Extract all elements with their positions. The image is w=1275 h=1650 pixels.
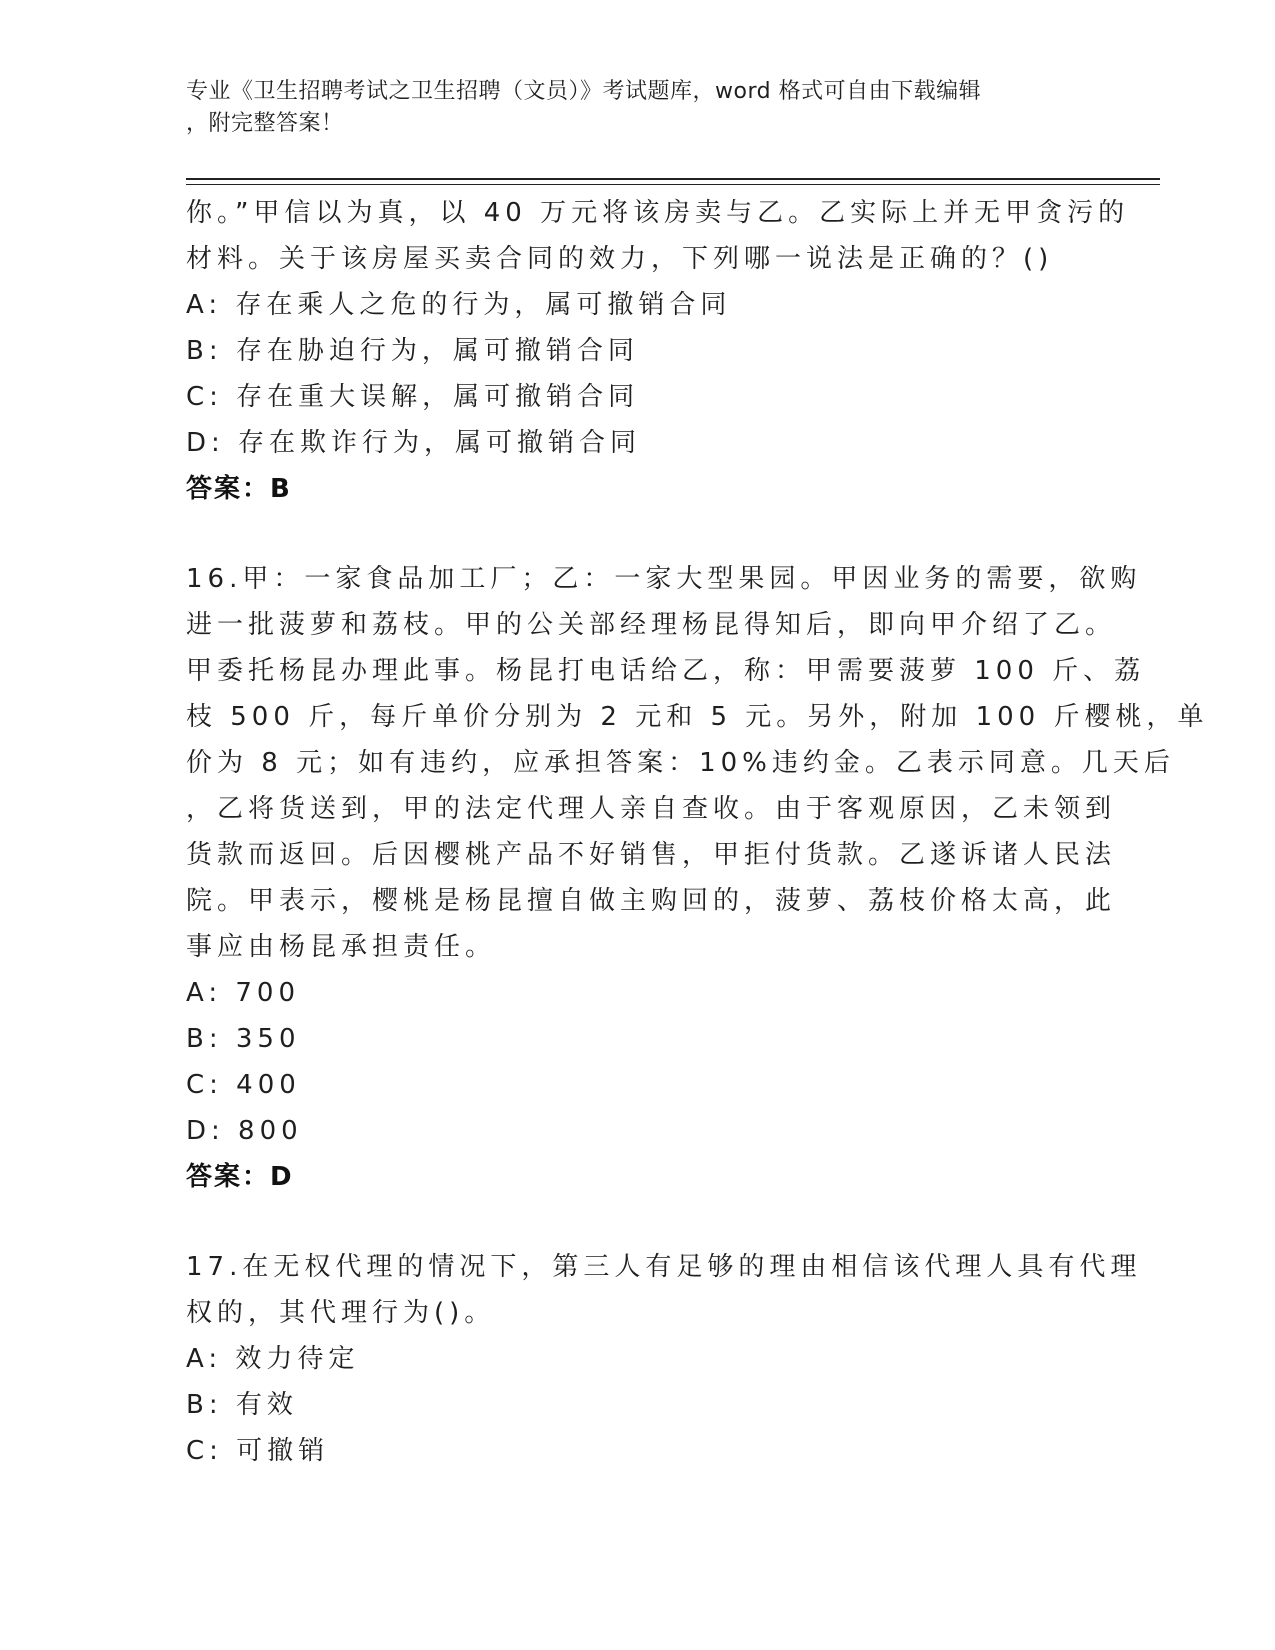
header-line-1: 专业《卫生招聘考试之卫生招聘（文员）》考试题库，word 格式可自由下载编辑 — [186, 79, 982, 104]
question-stem-line: 货款而返回。后因樱桃产品不好销售，甲拒付货款。乙遂诉诸人民法 — [186, 840, 1117, 870]
question-stem-line: 院。甲表示，樱桃是杨昆擅自做主购回的，菠萝、荔枝价格太高，此 — [186, 886, 1117, 916]
option-d: D: 存在欺诈行为，属可撤销合同 — [186, 428, 642, 458]
option-c: C: 存在重大误解，属可撤销合同 — [186, 382, 640, 412]
header-rule-thin — [186, 184, 1160, 185]
option-c: C: 可撤销 — [186, 1436, 330, 1466]
question-stem-line: 你。”甲信以为真，以 40 万元将该房卖与乙。乙实际上并无甲贪污的 — [186, 198, 1130, 228]
question-stem-line: 17.在无权代理的情况下，第三人有足够的理由相信该代理人具有代理 — [186, 1252, 1142, 1282]
question-stem-line: 权的，其代理行为()。 — [186, 1298, 496, 1328]
option-a: A: 存在乘人之危的行为，属可撤销合同 — [186, 290, 732, 320]
question-stem-line: 进一批菠萝和荔枝。甲的公关部经理杨昆得知后，即向甲介绍了乙。 — [186, 610, 1117, 640]
question-17 — [186, 1244, 1142, 1474]
question-16 — [186, 556, 1209, 1200]
spacer — [186, 1200, 1086, 1244]
option-b: B: 有效 — [186, 1390, 298, 1420]
question-stem-line: 价为 8 元；如有违约，应承担答案：10%违约金。乙表示同意。几天后 — [186, 748, 1175, 778]
question-stem-line: 事应由杨昆承担责任。 — [186, 932, 497, 962]
header-line-2: ，附完整答案！ — [186, 111, 344, 136]
option-d: D: 800 — [186, 1116, 303, 1146]
question-stem-line: ，乙将货送到，甲的法定代理人亲自查收。由于客观原因，乙未领到 — [186, 794, 1117, 824]
document-header — [186, 76, 1086, 140]
spacer — [186, 512, 1086, 556]
question-stem-line: 16.甲：一家食品加工厂；乙：一家大型果园。甲因业务的需要，欲购 — [186, 564, 1142, 594]
question-stem-line: 甲委托杨昆办理此事。杨昆打电话给乙，称：甲需要菠萝 100 斤、荔 — [186, 656, 1146, 686]
question-stem-line: 材料。关于该房屋买卖合同的效力，下列哪一说法是正确的？() — [186, 244, 1054, 274]
question-15 — [186, 190, 1130, 512]
header-rule-thick — [186, 178, 1160, 180]
answer-label: 答案：B — [186, 474, 292, 504]
option-c: C: 400 — [186, 1070, 301, 1100]
question-list — [186, 190, 1209, 1474]
option-a: A: 效力待定 — [186, 1344, 360, 1374]
answer-label: 答案：D — [186, 1162, 294, 1192]
option-a: A: 700 — [186, 978, 300, 1008]
option-b: B: 存在胁迫行为，属可撤销合同 — [186, 336, 639, 366]
option-b: B: 350 — [186, 1024, 301, 1054]
question-stem-line: 枝 500 斤，每斤单价分别为 2 元和 5 元。另外，附加 100 斤樱桃，单 — [186, 702, 1209, 732]
